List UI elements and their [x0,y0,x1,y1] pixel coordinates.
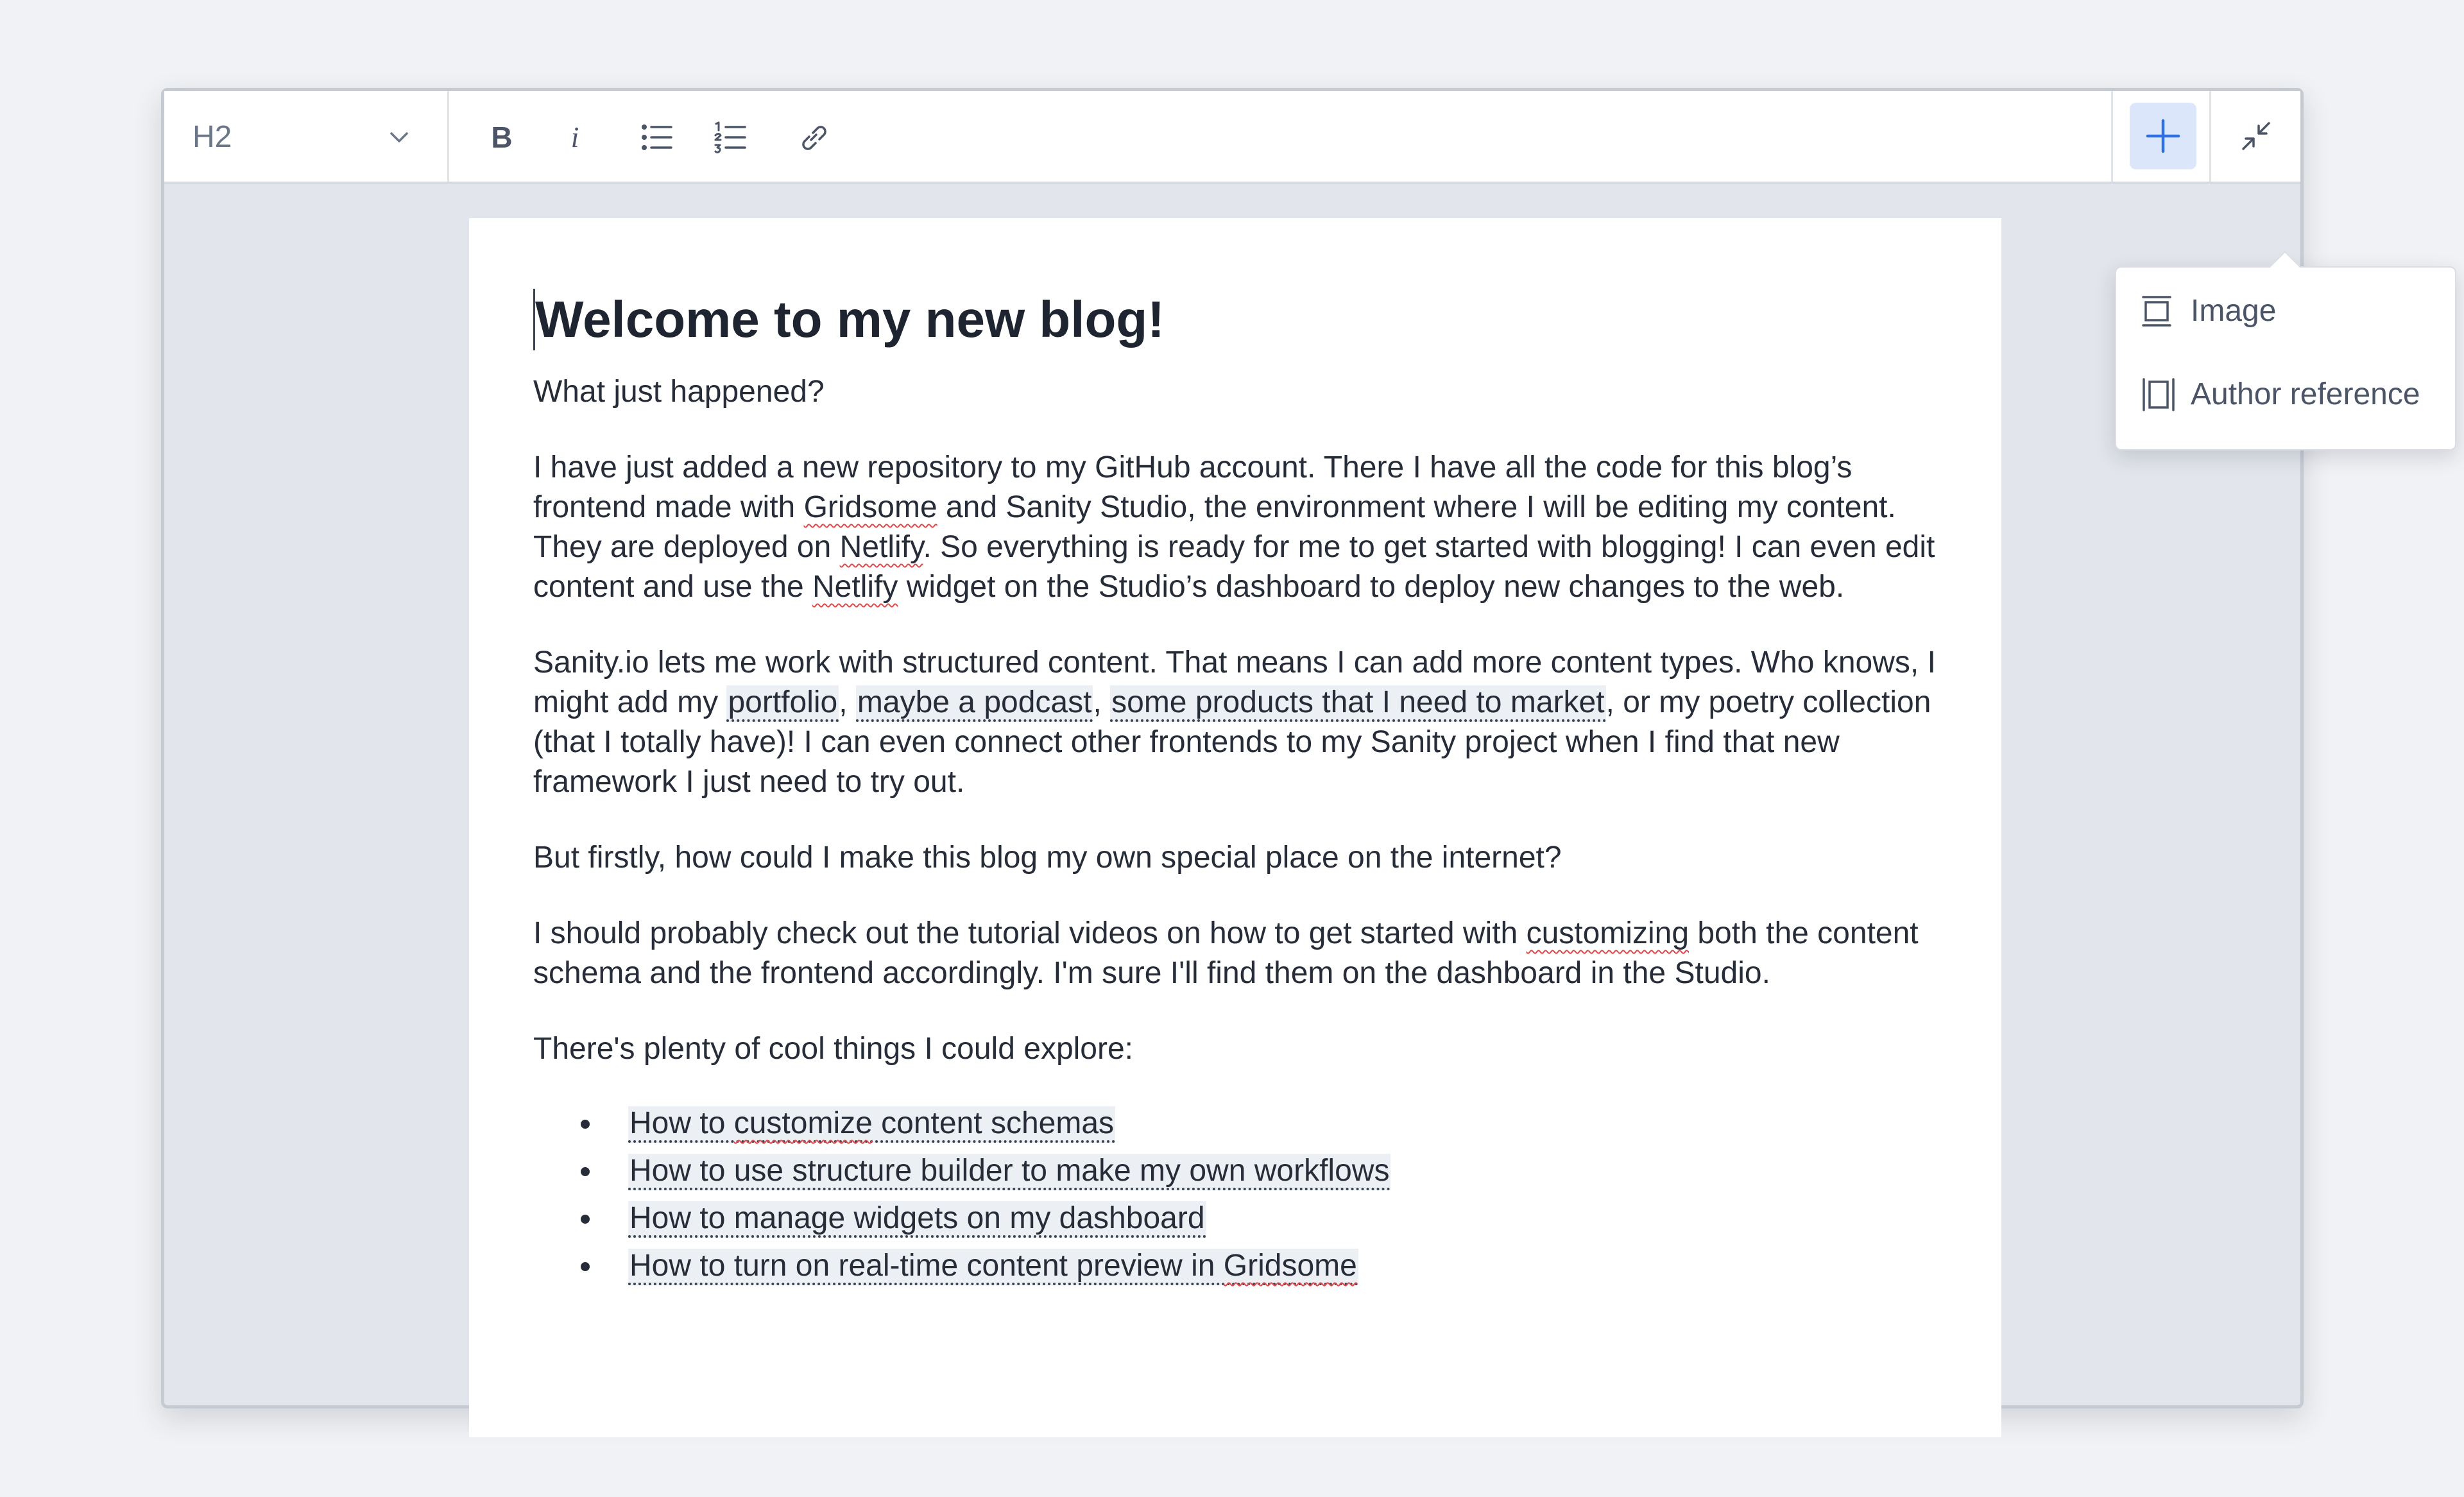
bulleted-list-button[interactable] [631,112,683,163]
editor-toolbar [164,91,2300,184]
document-canvas[interactable] [469,218,2001,1437]
misspelled-word: Gridsome [1223,1249,1357,1283]
insert-menu-popover [2115,266,2456,450]
bold-button[interactable]: B [491,121,513,154]
misspelled-word[interactable]: customizing [1526,916,1690,950]
misspelled-word[interactable]: Netlify [839,530,923,564]
numbered-list-icon [713,119,749,155]
list-item[interactable] [628,1147,1964,1195]
document-content[interactable] [533,289,1964,1290]
misspelled-word[interactable]: Netlify [812,570,898,604]
chevron-down-icon [386,124,412,150]
reference-block-icon [2141,377,2177,413]
paragraph[interactable]: I should probably check out the tutorial videos on how to get started with customizing both the content schema and the frontend accordingly. I'm sure I'll find them on the dashboard in the Studio. [533,916,1919,990]
paragraph[interactable]: There's plenty of cool things I could explore: [533,1032,1134,1066]
insert-block-button[interactable] [2130,103,2196,169]
paragraph[interactable]: What just happened? [533,375,825,409]
annotation-link[interactable]: How to use structure builder to make my own workflows [628,1154,1390,1190]
paragraph[interactable]: I have just added a new repository to my GitHub account. There I have all the code for this blog’s frontend made with Gridsome and Sanity Studio, the environment where I will be editing my content. They are deployed on Netlify. So everything is ready for me to get started with blogging! I can even edit content and use the Netlify widget on the Studio’s dashboard to deploy new changes to the web. [533,450,1935,604]
bulleted-list-icon [639,119,675,155]
paragraph[interactable]: But firstly, how could I make this blog my own special place on the internet? [533,841,1562,875]
bullet-list [533,1100,1964,1290]
italic-button[interactable]: i [570,121,579,153]
heading-h2[interactable]: Welcome to my new blog! [533,289,1964,350]
list-item[interactable] [628,1195,1964,1242]
block-style-value: H2 [193,120,232,154]
menu-item-label: Author reference [2191,377,2420,411]
list-item[interactable] [628,1242,1964,1290]
portable-text-editor [161,88,2420,1408]
insert-author-reference-menu-item[interactable] [2116,357,2455,428]
insert-image-menu-item[interactable] [2116,274,2455,345]
collapse-fullscreen-button[interactable] [2228,108,2284,164]
block-style-select[interactable] [164,91,449,182]
menu-item-label: Image [2191,294,2277,328]
misspelled-word: customize [733,1106,873,1140]
numbered-list-button[interactable] [705,112,757,163]
toolbar-separator [2111,91,2113,182]
paragraph[interactable]: Sanity.io lets me work with structured content. That means I can add more content types. Who knows, I might add my portfolio, maybe a podcast, some products that I need to market, or my poetry collection (that I totally have)! I can even connect other frontends to my Sanity project when I find that new framework I just need to try out. [533,646,1936,799]
annotation-link[interactable]: portfolio [726,685,839,722]
annotation-link[interactable]: some products that I need to market [1110,685,1605,722]
toolbar-separator [2209,91,2211,182]
image-block-icon [2141,293,2173,329]
link-icon [796,119,832,155]
annotation-link[interactable]: How to turn on real-time content preview in Gridsome [628,1249,1358,1285]
plus-icon [2144,117,2182,155]
link-button[interactable] [788,112,839,163]
list-item[interactable] [628,1100,1964,1147]
misspelled-word[interactable]: Gridsome [803,490,937,524]
annotation-link[interactable]: How to manage widgets on my dashboard [628,1201,1206,1238]
collapse-icon [2237,117,2275,155]
annotation-link[interactable]: maybe a podcast [856,685,1093,722]
annotation-link[interactable]: How to customize content schemas [628,1106,1115,1143]
